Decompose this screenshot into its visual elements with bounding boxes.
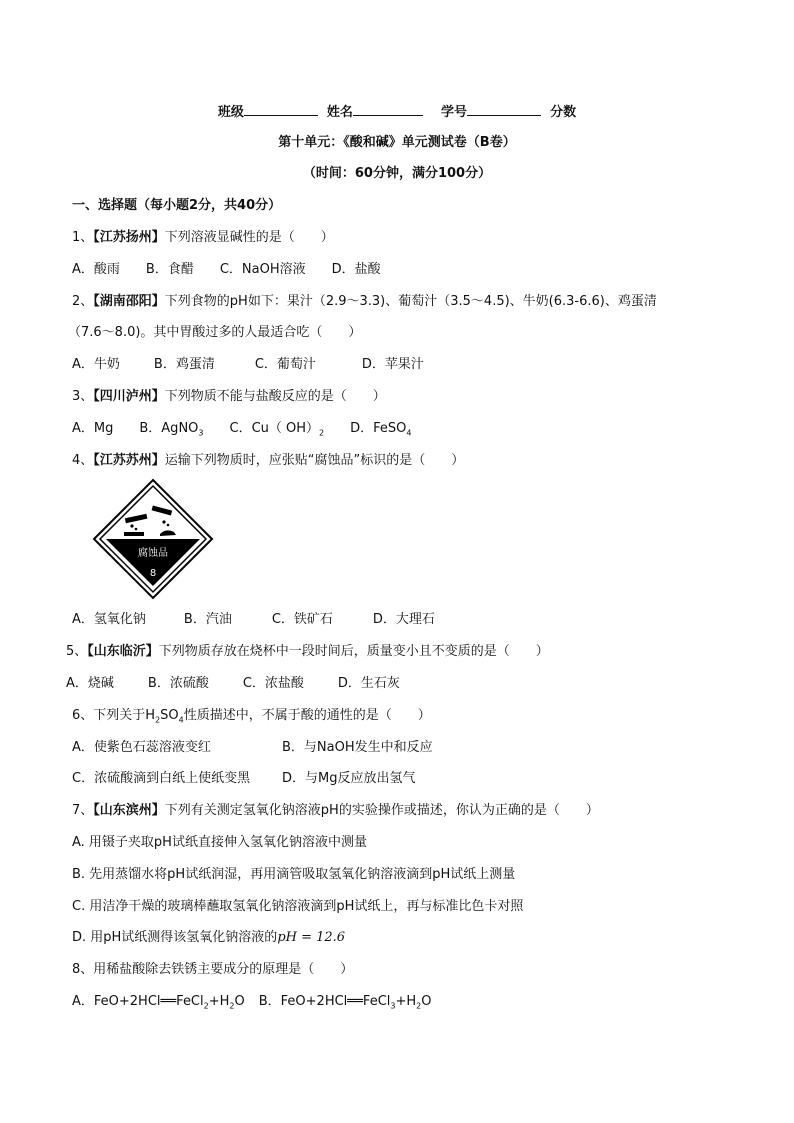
question-number: 7、: [72, 803, 94, 818]
option-d[interactable]: D．与Mg反应放出氢气: [282, 771, 416, 786]
option-c[interactable]: C．浓盐酸: [242, 676, 304, 691]
option-c[interactable]: C. 用洁净干燥的玻璃棒蘸取氢氧化钠溶液滴到pH试纸上，再与标准比色卡对照: [72, 899, 524, 914]
question-source: 【山东滨州】: [93, 803, 165, 818]
option-b[interactable]: B．$FeO+2HCl══FeCl_3+H_2O$: [258, 994, 432, 1011]
option-d[interactable]: D．大理石: [372, 612, 435, 627]
id-blank[interactable]: [467, 103, 541, 116]
corrosive-hazard-sign: [92, 478, 214, 600]
option-b[interactable]: B．鸡蛋清: [153, 357, 215, 372]
question-number: 2、: [72, 294, 94, 309]
section-heading: 一、选择题（每小题2分，共40分）: [72, 198, 282, 213]
question-source: 【湖南邵阳】: [93, 294, 165, 309]
option-b[interactable]: B. 先用蒸馏水将pH试纸润湿，再用滴管吸取氢氧化钠溶液滴到pH试纸上测量: [72, 867, 516, 882]
score-label: 分数: [550, 105, 577, 120]
name-label: 姓名: [326, 105, 353, 120]
name-blank[interactable]: [353, 103, 423, 116]
question-2-options: [72, 356, 450, 374]
class-label: 班级: [217, 105, 244, 120]
question-1-options: [72, 261, 407, 279]
option-c[interactable]: C．铁矿石: [271, 612, 333, 627]
question-number: 8、: [72, 962, 94, 977]
option-c[interactable]: C．Cu（ $OH)_2$: [229, 421, 325, 438]
option-a[interactable]: A．牛奶: [72, 357, 120, 372]
question-2: [72, 293, 657, 311]
option-b[interactable]: B．浓硫酸: [147, 676, 209, 691]
question-stem: 运输下列物质时，应张贴“腐蚀品”标识的是（ ）: [164, 453, 465, 468]
option-c[interactable]: C．浓硫酸滴到白纸上使纸变黑: [72, 771, 251, 786]
page-title: 第十单元：《酸和碱》单元测试卷（B卷）: [278, 135, 516, 150]
option-d[interactable]: D．苹果汁: [361, 357, 424, 372]
question-stem: 下列物质不能与盐酸反应的是（ ）: [164, 389, 386, 404]
option-a[interactable]: A．Mg: [72, 421, 114, 436]
class-blank[interactable]: [244, 103, 318, 116]
question-5: [66, 643, 549, 661]
option-a[interactable]: A．酸雨: [72, 262, 120, 277]
question-3-options: [72, 420, 438, 443]
question-stem: 下列物质存放在烧杯中一段时间后，质量变小且不变质的是（ ）: [158, 644, 549, 659]
question-number: 1、: [72, 230, 94, 245]
question-stem: 下列有关测定氢氧化钠溶液pH的实验操作或描述，你认为正确的是（ ）: [164, 803, 599, 818]
option-d[interactable]: D．生石灰: [337, 676, 400, 691]
sign-number: 8: [149, 568, 157, 579]
option-b[interactable]: B．食醋: [145, 262, 194, 277]
option-a[interactable]: A．氢氧化钠: [72, 612, 146, 627]
student-info-line: [0, 103, 794, 122]
option-a[interactable]: A．$FeO+2HCl══FeCl_2+H_2O$: [72, 994, 245, 1011]
question-1: [72, 229, 334, 247]
question-7: [72, 802, 599, 820]
option-a[interactable]: A. 用镊子夹取pH试纸直接伸入氢氧化钠溶液中测量: [72, 835, 367, 850]
option-a[interactable]: A．烧碱: [66, 676, 114, 691]
question-number: 3、: [72, 389, 94, 404]
question-6-options-row2: [72, 770, 415, 788]
question-source: 【四川泸州】: [93, 389, 165, 404]
question-stem: 下列溶液显碱性的是（ ）: [164, 230, 334, 245]
question-3: [72, 388, 386, 406]
question-stem: 下列食物的pH如下：果汁（2.9～3.3)、葡萄汁（3.5～4.5)、牛奶(6.3-6.6)、鸡蛋清: [164, 294, 657, 309]
question-2-stem-continued: （7.6～8.0)。其中胃酸过多的人最适合吃（ ）: [68, 325, 362, 340]
question-4-options: [72, 611, 461, 629]
option-b[interactable]: B．汽油: [183, 612, 232, 627]
option-b[interactable]: B．AgNO$_3$: [139, 421, 204, 438]
ph-math-expression: pH = 12.6: [277, 930, 346, 945]
question-6: 6、下列关于$H_2SO_4$性质描述中，不属于酸的通性的是（ ）: [72, 708, 431, 725]
sign-label: 腐蚀品: [138, 548, 168, 559]
id-label: 学号: [441, 105, 468, 120]
option-c[interactable]: C．葡萄汁: [254, 357, 316, 372]
option-d[interactable]: D. 用pH试纸测得该氢氧化钠溶液的pH = 12.6: [72, 930, 346, 945]
question-number: 6、: [72, 708, 94, 723]
question-source: 【山东临沂】: [87, 644, 159, 659]
question-source: 【江苏苏州】: [93, 453, 165, 468]
option-d[interactable]: D．盐酸: [331, 262, 381, 277]
option-b[interactable]: B．与NaOH发生中和反应: [282, 740, 433, 755]
option-a[interactable]: A．使紫色石蕊溶液变红: [72, 740, 211, 755]
page-subtitle: （时间：60分钟，满分100分）: [302, 166, 492, 181]
question-8-options: [72, 993, 431, 1016]
question-number: 5、: [66, 644, 88, 659]
option-c[interactable]: C．NaOH溶液: [219, 262, 306, 277]
option-d[interactable]: D．FeSO$_4$: [350, 421, 412, 438]
question-8: [72, 961, 353, 979]
question-source: 【江苏扬州】: [93, 230, 165, 245]
question-number: 4、: [72, 453, 94, 468]
question-5-options: [66, 675, 426, 693]
question-stem: 用稀盐酸除去铁锈主要成分的原理是（ ）: [93, 962, 354, 977]
question-6-options-row1: [72, 739, 433, 757]
question-4: [72, 452, 464, 470]
